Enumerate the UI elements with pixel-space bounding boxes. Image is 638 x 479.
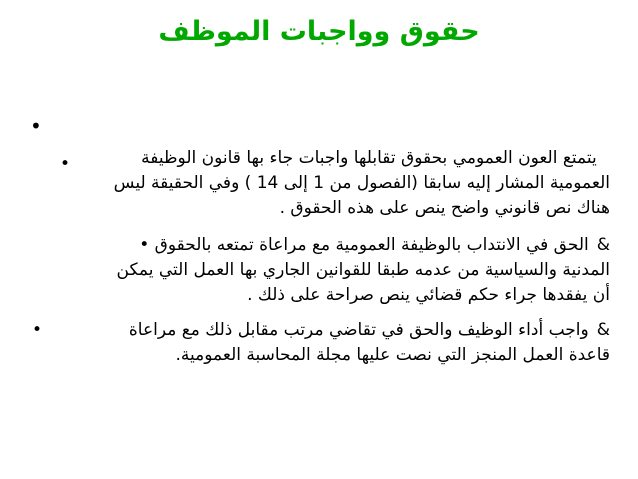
paragraph-line-text: واجب أداء الوظيف والحق في تقاضي مرتب مقابل ذلك مع مراعاة bbox=[128, 320, 589, 340]
paragraph-line: هناك نص قانوني واضح ينص على هذه الحقوق . bbox=[279, 198, 610, 218]
paragraph-duty-and-salary bbox=[70, 318, 610, 368]
bullet-marker: • bbox=[60, 154, 71, 174]
amp-marker: & bbox=[596, 235, 610, 255]
paragraph-line: قاعدة العمل المنجز التي نصت عليها مجلة المحاسبة العمومية. bbox=[175, 345, 610, 365]
amp-marker: & bbox=[596, 320, 610, 340]
paragraph-line: أن يفقدها جراء حكم قضائي ينص صراحة على ذلك . bbox=[247, 285, 610, 305]
paragraph-line: المدنية والسياسية من عدمه طبقا للقوانين الجاري بها العمل التي يمكن bbox=[116, 260, 610, 280]
empty-bullet: • bbox=[30, 114, 42, 138]
slide-title: حقوق وواجبات الموظف bbox=[158, 16, 480, 47]
paragraph-line bbox=[70, 146, 610, 171]
bullet-marker: • bbox=[32, 320, 43, 340]
paragraph-right-to-appointment bbox=[70, 233, 610, 308]
paragraph-line bbox=[70, 318, 610, 343]
paragraph-line-text: يتمتع العون العمومي بحقوق تقابلها واجبات جاء بها قانون الوظيفة bbox=[141, 148, 597, 168]
paragraph-rights-intro bbox=[70, 146, 610, 221]
bullet-marker: • bbox=[139, 235, 150, 255]
paragraph-line: العمومية المشار إليه سابقا (الفصول من 1 إلى 14 ) وفي الحقيقة ليس bbox=[113, 173, 610, 193]
paragraph-line-text: الحق في الانتداب بالوظيفة العمومية مع مراعاة تمتعه بالحقوق bbox=[154, 235, 589, 255]
paragraph-line bbox=[70, 233, 610, 258]
